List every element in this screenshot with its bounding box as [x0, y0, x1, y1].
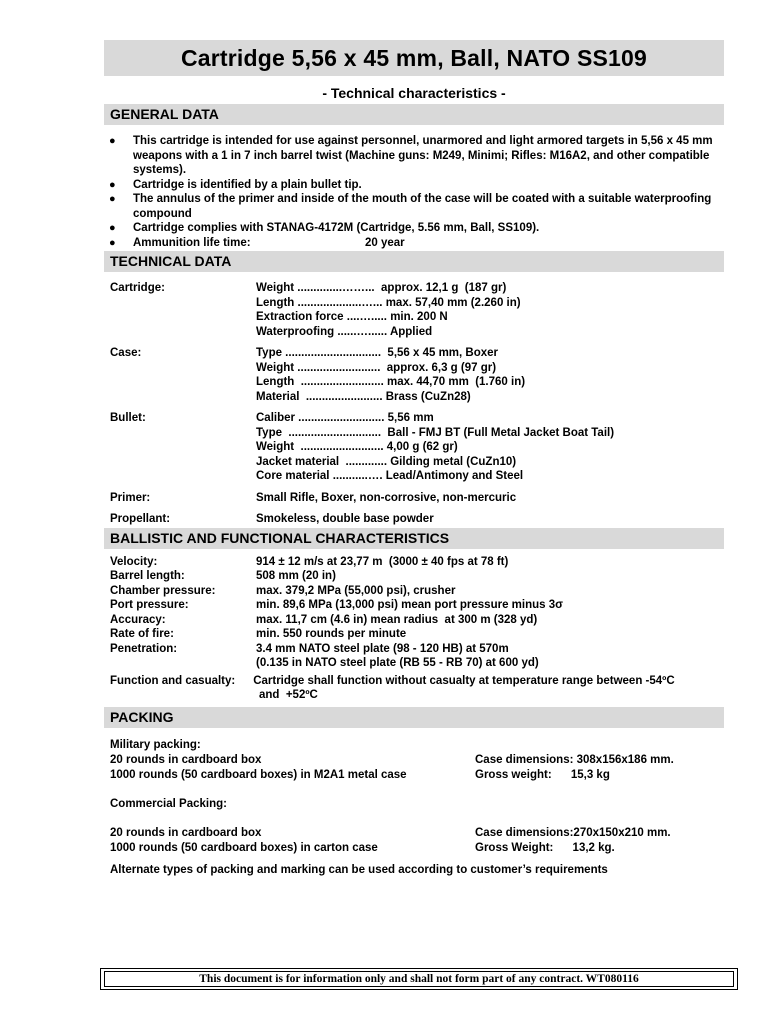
list-item — [104, 236, 724, 251]
bullet-dot-icon: ● — [109, 222, 116, 234]
life-value: 20 year — [365, 236, 405, 249]
commercial-packing-title: Commercial Packing: — [110, 797, 227, 810]
cartridge-label: Cartridge: — [110, 282, 165, 294]
primer-label: Primer: — [110, 491, 151, 504]
table-row: 1000 rounds (50 cardboard boxes) in carton case Gross Weight: 13,2 kg. — [110, 841, 615, 854]
general-bullet-list — [104, 134, 724, 250]
ballistic-rows: Velocity: 914 ± 12 m/s at 23,77 m (3000 ± 40 fps at 78 ft) Barrel length: 508 mm (20 in) Chamber pressure: max. 379,2 MPa (55,000 psi), crusher Port pressure: min. 89,6 MPa (13,000 psi) mean port pressure minus 3σ Accuracy: max. 11,7 cm (4.6 in) mean radius at 300 m (328 yd) Rate of fire: min. 550 rounds per minute Penetration: 3.4 mm NATO steel plate (98 - 120 HB) at 570m (0.135 in NATO steel plate (RB 55 - RB 70) at 600 yd) Function and casualty: Cartridge shall function without casualty at temperature range between -54ºC and +52ºC — [104, 555, 724, 703]
table-row: Penetration: 3.4 mm NATO steel plate (98 - 120 HB) at 570m — [110, 642, 509, 655]
section-ballistic: BALLISTIC AND FUNCTIONAL CHARACTERISTICS — [104, 528, 724, 549]
bullet-dot-icon: ● — [109, 193, 116, 205]
list-item: ● This cartridge is intended for use against personnel, unarmored and light armored targets in 5,56 x 45 mm weapons with a 1 in 7 inch barrel twist (Machine guns: M249, Minimi; Rifles: M16A2, and other compatible systems). — [109, 135, 713, 176]
function-row: Function and casualty: Cartridge shall function without casualty at temperature range between -54ºC — [110, 674, 675, 687]
footer-disclaimer — [100, 968, 738, 990]
list-item: ● Cartridge is identified by a plain bullet tip. — [109, 178, 362, 191]
list-item: ● Cartridge complies with STANAG-4172M (Cartridge, 5.56 mm, Ball, SS109). — [109, 222, 540, 234]
case-group: Case: Type .............................. 5,56 x 45 mm, Boxer Weight .......................... approx. 6,3 g (97 gr) Length .......................... max. 44,70 mm (1.760 in) Material ........................ Brass (CuZn28) — [110, 347, 526, 403]
case-label: Case: — [110, 347, 142, 359]
section-technical-data: TECHNICAL DATA — [104, 251, 724, 272]
document-page — [104, 40, 724, 878]
life-label: Ammunition life time: — [133, 236, 251, 249]
propellant-label: Propellant: — [110, 513, 171, 525]
bullet-group: Bullet: Caliber ........................... 5,56 mm Type ............................. Ball - FMJ BT (Full Metal Jacket Boat Tail) Weight .......................... 4,00 g (62 gr) Jacket material ............. Gilding metal (CuZn10) Core material ...........…. Lead/Antimony and Steel — [110, 412, 615, 482]
propellant-group — [104, 512, 724, 527]
bullet-dot-icon: ● — [109, 236, 116, 249]
bullet-label: Bullet: — [110, 412, 146, 424]
bullet-dot-icon: ● — [109, 178, 116, 191]
document-title: Cartridge 5,56 x 45 mm, Ball, NATO SS109 — [180, 44, 648, 71]
footer-text: This document is for information only and shall not form part of any contract. WT080116 — [199, 973, 639, 985]
packing-content — [104, 738, 724, 878]
section-packing: PACKING — [104, 707, 724, 728]
title-bar — [104, 40, 724, 76]
table-row: Rate of fire: min. 550 rounds per minute — [110, 628, 407, 640]
bullet-dot-icon: ● — [109, 135, 116, 147]
table-row: Port pressure: min. 89,6 MPa (13,000 psi) mean port pressure minus 3σ — [110, 599, 563, 611]
table-row: (0.135 in NATO steel plate (RB 55 - RB 70) at 600 yd) — [256, 657, 539, 669]
packing-note: Alternate types of packing and marking can be used according to customer’s requirements — [110, 863, 608, 876]
function-label: Function and casualty: — [110, 674, 236, 687]
table-row: Accuracy: max. 11,7 cm (4.6 in) mean radius at 300 m (328 yd) — [110, 613, 538, 626]
table-row: Chamber pressure: max. 379,2 MPa (55,000 psi), crusher — [110, 584, 456, 597]
section-general-data: GENERAL DATA — [104, 104, 724, 125]
table-row: 20 rounds in cardboard box Case dimensions: 308x156x186 mm. — [110, 753, 674, 766]
table-row: 1000 rounds (50 cardboard boxes) in M2A1 metal case Gross weight: 15,3 kg — [110, 768, 610, 781]
table-row: 20 rounds in cardboard box Case dimensions:270x150x210 mm. — [110, 826, 671, 839]
cartridge-group: Cartridge: Weight ..............……... approx. 12,1 g (187 gr) Length ....................…... max. 57,40 mm (2.260 in) Extraction force ....…..... min. 200 N Waterproofing ......…...... Applied — [110, 282, 521, 338]
document-subtitle: - Technical characteristics - — [322, 85, 506, 101]
military-packing-title: Military packing: — [110, 738, 201, 751]
table-row: Velocity: 914 ± 12 m/s at 23,77 m (3000 ± 40 fps at 78 ft) — [110, 555, 509, 568]
list-item: ● The annulus of the primer and inside of the mouth of the case will be coated with a suitable waterproofing compound — [109, 193, 712, 220]
primer-value: Small Rifle, Boxer, non-corrosive, non-mercuric — [256, 491, 517, 504]
propellant-value: Smokeless, double base powder — [256, 513, 434, 525]
primer-group — [104, 491, 724, 506]
table-row: Barrel length: 508 mm (20 in) — [110, 570, 336, 582]
